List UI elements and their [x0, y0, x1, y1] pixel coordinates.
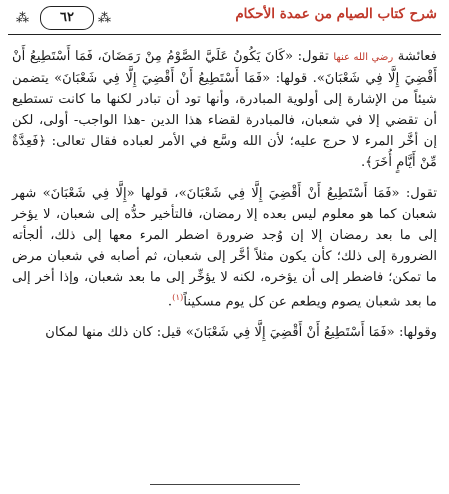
paragraph-lead: فعائشة — [397, 49, 437, 64]
paragraph-1 — [12, 46, 437, 173]
footnote-marker[interactable]: (١) — [172, 293, 184, 303]
page-header — [8, 4, 441, 36]
page-number: ٦٢ — [40, 6, 94, 30]
paragraph-text: تقول: «كَانَ يَكُونُ عَلَيَّ الصَّوْمُ مِنْ رَمَضَانَ، فَمَا أَسْتَطِيعُ أَنْ أَقْضِيَ إِلَّا فِي شَعْبَانَ». قولها: «فَمَا أَسْتَطِيعُ أَنْ أَقْضِيَ إِلَّا فِي شَعْبَانَ» يتضمن شيئاً من الإشارة إلى أولوية المبادرة، وأنها تود أن تبادر لكنها ما كانت تستطيع أن تقضي إلا في شعبان، فالمبادرة لقضاء هذا الدين -هذا الواجب- أولى، لكن إن أخَّر المرء لا حرج عليه؛ لأن الله وسَّع في الأمر لعباده فقال تعالى: ﴿فَعِدَّةٌ مِّنْ أَيَّامٍ أُخَرَ﴾. — [12, 49, 437, 170]
header-rule — [8, 34, 441, 35]
ornament-right-icon: ⁂ — [98, 11, 111, 26]
paragraph-3 — [12, 322, 437, 343]
page-body — [12, 46, 437, 353]
honorific-mark: رضي الله عنها — [333, 52, 394, 63]
paragraph-text: تقول: «فَمَا أَسْتَطِيعُ أَنْ أَقْضِيَ إِلَّا فِي شَعْبَانَ»، قولها «إِلَّا فِي شَعْبَانَ» شهر شعبان كما هو معلوم ليس بعده إلا رمضان، فالتأخير حدُّه إلى شعبان، لا يؤخر إلى ما بعد رمضان إلا إن وُجد ضرورة اضطر المرء معها إلى ذلك، ألجأته الضرورة إلى ذلك؛ كأن يكون مثلاً أخَّر إلى شعبان، ثم أصابه في شعبان مرض ما تمكن؛ فاضطر إلى أن يؤخره، لكنه لا يؤخِّر إلى ما بعد شعبان، وإذا أخر إلى ما بعد شعبان يصوم ويطعم عن كل يوم مسكيناً — [12, 186, 437, 310]
footnote-separator — [150, 484, 300, 485]
paragraph-2 — [12, 183, 437, 312]
paragraph-text: وقولها: «فَمَا أَسْتَطِيعُ أَنْ أَقْضِيَ إِلَّا فِي شَعْبَانَ» قيل: كان ذلك منها لمكان — [45, 325, 437, 341]
book-title: شرح كتاب الصيام من عمدة الأحكام — [235, 6, 437, 22]
ornament-left-icon: ⁂ — [16, 11, 29, 26]
paragraph-tail: . — [167, 294, 173, 310]
